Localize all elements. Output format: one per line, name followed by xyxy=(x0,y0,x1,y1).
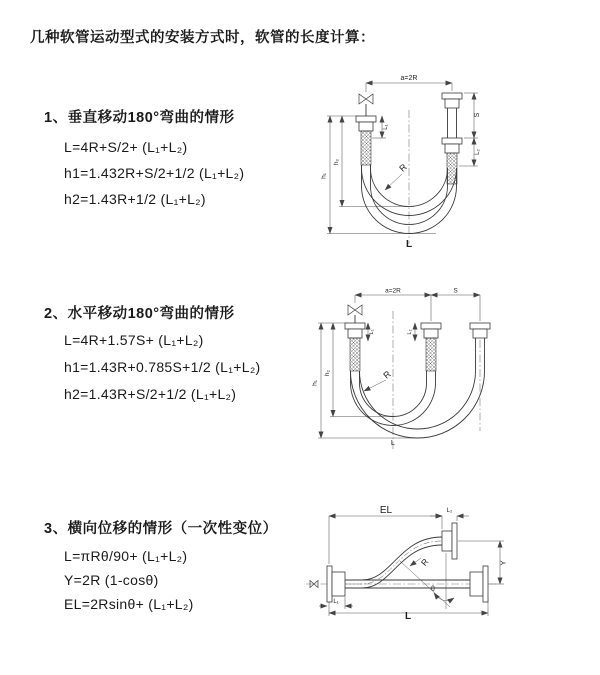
braid-hatch xyxy=(361,131,371,165)
dim-label-s: S xyxy=(474,112,481,118)
hose-assembly xyxy=(345,305,490,438)
dim-label-h2: h₂ xyxy=(324,369,331,377)
flange xyxy=(452,523,457,559)
length-label: L xyxy=(390,438,396,447)
flange xyxy=(483,566,488,602)
flange-hub xyxy=(359,122,373,131)
section-3-heading: 3、横向位移的情形（一次性变位） xyxy=(44,521,278,537)
flange xyxy=(356,116,376,122)
section-1-formula-L: L=4R+S/2+ (L₁+L₂) xyxy=(64,139,188,155)
dimension-lines xyxy=(319,505,508,622)
flange-hub xyxy=(445,144,459,153)
dim-label-h1: h₁ xyxy=(320,173,328,179)
diagram-lateral-displacement xyxy=(300,503,600,663)
dim-label-l1: L₁ xyxy=(383,124,389,130)
dim-label-y: Y xyxy=(498,560,508,566)
section-3-formula-Y: Y=2R (1-cosθ) xyxy=(64,572,159,588)
diagram-horizontal-180-bend xyxy=(308,283,600,458)
valve-icon xyxy=(348,305,362,315)
flange xyxy=(345,323,365,329)
section-1-heading: 1、垂直移动180°弯曲的情形 xyxy=(44,110,235,126)
flange xyxy=(442,138,462,144)
dim-label-l1: L₁ xyxy=(369,329,375,335)
braid-hatch xyxy=(350,338,360,371)
flange xyxy=(442,93,462,99)
flange-hub xyxy=(445,99,459,108)
flange xyxy=(421,323,441,329)
braid-hatch xyxy=(426,338,436,371)
valve-icon xyxy=(359,94,373,104)
dim-label-l2: L₂ xyxy=(446,508,453,514)
hose-curve xyxy=(345,537,442,580)
flange-hub xyxy=(424,329,438,338)
length-label: L xyxy=(405,239,413,250)
dim-label-el: EL xyxy=(379,505,393,516)
flange-hub xyxy=(442,531,452,551)
radius-label: R xyxy=(381,368,393,381)
length-label: L xyxy=(404,611,412,622)
hose-bend-shifted xyxy=(351,358,485,438)
flange-hub xyxy=(348,329,362,338)
section-3-formula-L: L=πRθ/90+ (L₁+L₂) xyxy=(64,548,188,564)
flange-hub xyxy=(473,329,487,338)
section-1-formula-h2: h2=1.43R+1/2 (L₁+L₂) xyxy=(64,191,206,207)
section-2-formula-h2: h2=1.43R+S/2+1/2 (L₁+L₂) xyxy=(64,386,237,402)
flange-hub xyxy=(332,572,345,596)
dim-label-l1: L₁ xyxy=(333,599,339,605)
page-title: 几种软管运动型式的安装方式时，软管的长度计算： xyxy=(30,30,375,46)
dim-label-h2: h₂ xyxy=(333,158,340,166)
flange xyxy=(470,323,490,329)
dim-label-width: a=2R xyxy=(400,75,418,82)
angle-arc xyxy=(434,593,454,601)
dim-label-width: a=2R xyxy=(385,287,401,295)
diagram-vertical-180-bend xyxy=(314,70,586,262)
angle-label: θ xyxy=(431,586,435,593)
dim-label-s: S xyxy=(453,287,458,295)
section-2-heading: 2、水平移动180°弯曲的情形 xyxy=(44,306,235,322)
flange-hub xyxy=(470,572,483,596)
flange xyxy=(327,566,332,602)
section-1-formula-h1: h1=1.432R+S/2+1/2 (L₁+L₂) xyxy=(64,165,245,181)
radius-label: R xyxy=(397,161,409,174)
dim-label-l2: L₂ xyxy=(475,149,481,155)
dim-label-h1: h₁ xyxy=(311,380,319,386)
dim-label-l2: L₂ xyxy=(407,329,413,335)
section-2-formula-h1: h1=1.43R+0.785S+1/2 (L₁+L₂) xyxy=(64,359,261,375)
section-2-formula-L: L=4R+1.57S+ (L₁+L₂) xyxy=(64,332,204,348)
radius-label: R xyxy=(418,556,431,568)
hose-assembly xyxy=(310,523,488,602)
section-3-formula-EL: EL=2Rsinθ+ (L₁+L₂) xyxy=(64,596,194,612)
